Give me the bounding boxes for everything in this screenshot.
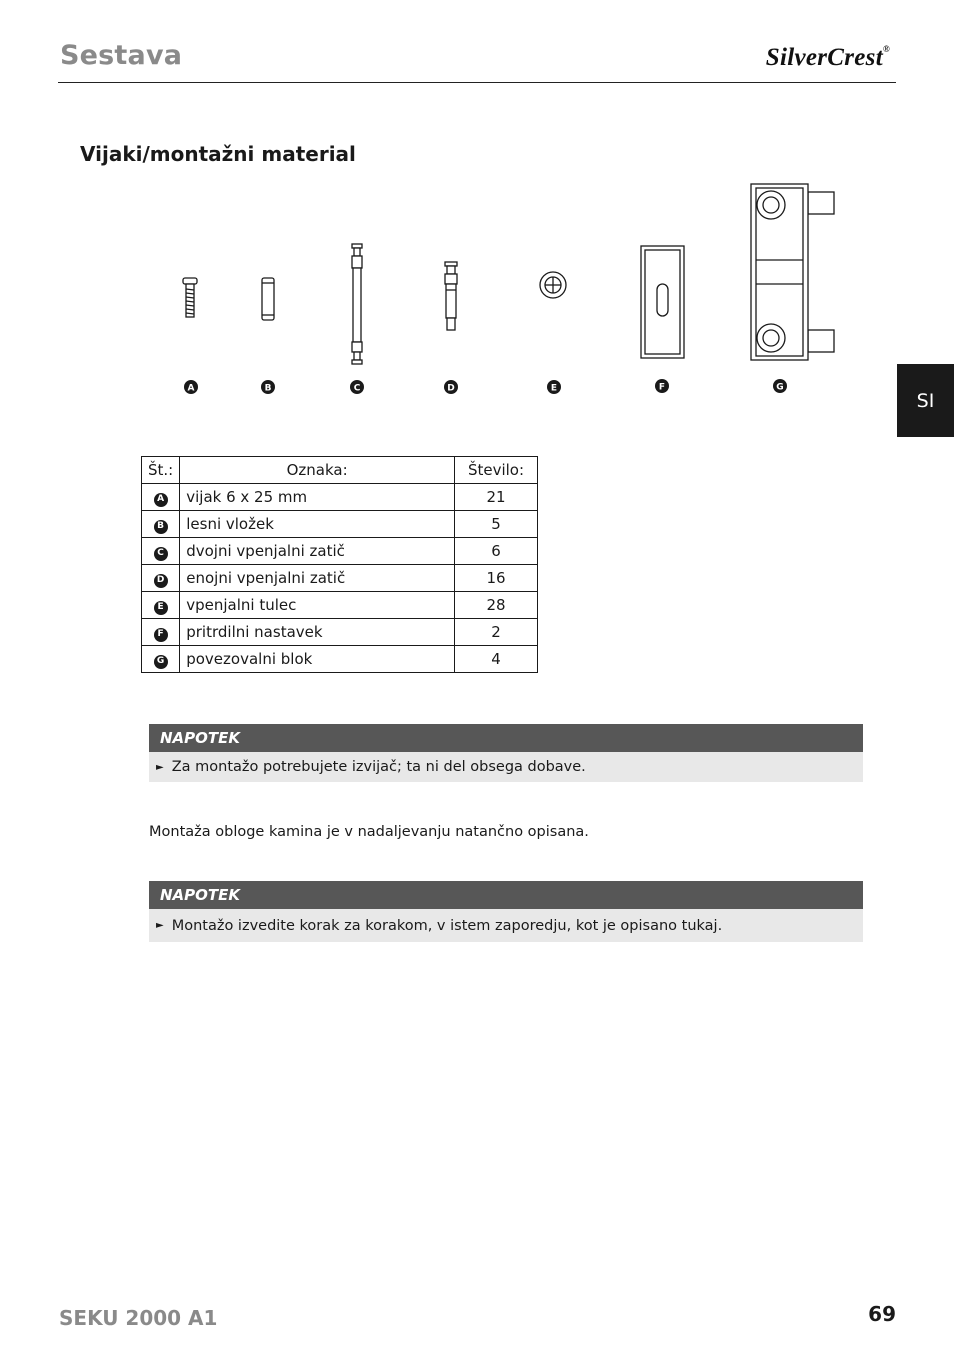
language-tab: SI xyxy=(897,364,954,437)
row-quantity: 5 xyxy=(455,511,538,538)
footer-model: SEKU 2000 A1 xyxy=(59,1306,218,1330)
body-paragraph: Montaža obloge kamina je v nadaljevanju natančno opisana. xyxy=(149,824,589,840)
label-a xyxy=(184,380,198,394)
row-quantity: 4 xyxy=(455,646,538,673)
table-row xyxy=(142,565,538,592)
part-b-dowel-drawing xyxy=(262,278,274,320)
table-row xyxy=(142,646,538,673)
row-name: vpenjalni tulec xyxy=(180,592,455,619)
table-row xyxy=(142,511,538,538)
svg-text:C: C xyxy=(353,383,361,394)
note-text: Za montažo potrebujete izvijač; ta ni del obsega dobave. xyxy=(171,759,586,775)
page-number: 69 xyxy=(868,1302,896,1326)
parts-table xyxy=(141,456,538,673)
row-letter-cell xyxy=(142,565,180,592)
letter-badge: C xyxy=(154,547,168,561)
header-number: Št.: xyxy=(142,457,180,484)
row-quantity: 6 xyxy=(455,538,538,565)
row-name: vijak 6 x 25 mm xyxy=(180,484,455,511)
letter-badge: B xyxy=(154,520,168,534)
page-title: Sestava xyxy=(60,40,183,71)
part-c-double-pin-drawing xyxy=(352,244,362,364)
svg-text:E: E xyxy=(550,383,558,394)
bullet-arrow-icon: ► xyxy=(156,920,164,931)
note-heading: NAPOTEK xyxy=(149,724,863,752)
row-letter-cell xyxy=(142,538,180,565)
svg-text:G: G xyxy=(776,382,784,393)
svg-text:A: A xyxy=(187,383,195,394)
row-quantity: 2 xyxy=(455,619,538,646)
row-quantity: 28 xyxy=(455,592,538,619)
registered-mark: ® xyxy=(882,44,890,54)
row-letter-cell xyxy=(142,619,180,646)
row-name: enojni vpenjalni zatič xyxy=(180,565,455,592)
letter-badge: D xyxy=(154,574,168,588)
row-name: dvojni vpenjalni zatič xyxy=(180,538,455,565)
note-box-order xyxy=(149,881,863,942)
section-title: Vijaki/montažni material xyxy=(80,142,356,166)
header-quantity: Število: xyxy=(455,457,538,484)
bullet-arrow-icon: ► xyxy=(156,761,164,773)
table-header-row xyxy=(142,457,538,484)
row-letter-cell xyxy=(142,484,180,511)
table-row xyxy=(142,484,538,511)
label-g xyxy=(773,379,787,393)
brand-logo xyxy=(766,44,890,72)
note-body xyxy=(149,752,863,782)
svg-text:D: D xyxy=(447,383,455,394)
note-text: Montažo izvedite korak za korakom, v istem zaporedju, kot je opisano tukaj. xyxy=(171,917,723,934)
table-row xyxy=(142,538,538,565)
note-body xyxy=(149,909,863,942)
label-c xyxy=(350,380,364,394)
letter-badge: G xyxy=(154,655,168,669)
letter-badge: E xyxy=(154,601,168,615)
label-e xyxy=(547,380,561,394)
note-box-tool xyxy=(149,724,863,782)
brand-name: SilverCrest xyxy=(765,44,883,71)
svg-text:B: B xyxy=(264,383,272,394)
letter-badge: F xyxy=(154,628,168,642)
header-divider xyxy=(58,82,896,83)
header-name: Oznaka: xyxy=(180,457,455,484)
parts-figure xyxy=(0,180,954,400)
row-name: lesni vložek xyxy=(180,511,455,538)
row-quantity: 21 xyxy=(455,484,538,511)
part-g-block-drawing xyxy=(751,184,834,360)
row-name: povezovalni blok xyxy=(180,646,455,673)
row-quantity: 16 xyxy=(455,565,538,592)
note-heading: NAPOTEK xyxy=(149,881,863,909)
part-f-bracket-drawing xyxy=(641,246,684,358)
part-e-cam-drawing xyxy=(540,272,566,298)
row-letter-cell xyxy=(142,646,180,673)
table-row xyxy=(142,592,538,619)
label-f xyxy=(655,379,669,393)
part-d-single-pin-drawing xyxy=(445,262,457,330)
letter-badge: A xyxy=(154,493,168,507)
row-letter-cell xyxy=(142,592,180,619)
label-b xyxy=(261,380,275,394)
part-a-screw-drawing xyxy=(183,278,197,317)
label-d xyxy=(444,380,458,394)
row-name: pritrdilni nastavek xyxy=(180,619,455,646)
row-letter-cell xyxy=(142,511,180,538)
table-row xyxy=(142,619,538,646)
svg-text:F: F xyxy=(658,382,666,393)
